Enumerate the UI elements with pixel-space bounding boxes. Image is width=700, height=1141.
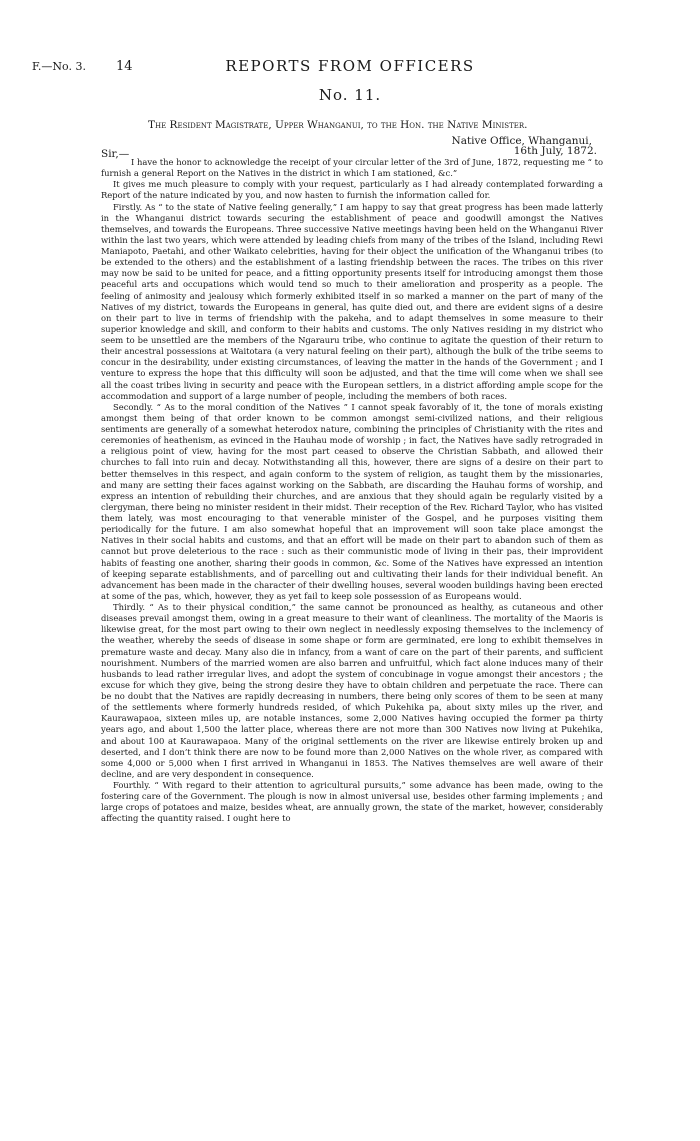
document-number: No. 11. — [318, 86, 382, 104]
paragraph: It gives me much pleasure to comply with your request, particularly as I had already contemplated forwarding a Report of the nature indicated by you, and now hasten to furnish the information called for. — [101, 179, 603, 201]
running-title: REPORTS FROM OFFICERS — [225, 57, 475, 75]
report-body — [101, 157, 603, 825]
paragraph: Secondly. “ As to the moral condition of the Natives ” I cannot speak favorably of it, the tone of morals existing amongst them being of that order known to be common amongst semi-civilized nations, and their religious sentiments are generally of a somewhat heterodox nature, combining the principles of Christianity with the rites and ceremonies of heathenism, as evinced in the Hauhau mode of worship ; in fact, the Natives have sadly retrograded in a religious point of view, having for the most part ceased to observe the Christian Sabbath, and allowed their churches to fall into ruin and decay. Notwithstanding all this, however, there are signs of a desire on their part to better themselves in this respect, and again conform to the system of religion, as taught them by the missionaries, and many are setting their faces against working on the Sabbath, are discarding the Hauhau forms of worship, and express an intention of rebuilding their churches, and are anxious that they should again be regularly visited by a clergyman, there being no minister resident in their midst. Their reception of the Rev. Richard Taylor, who has visited them lately, was most encouraging to that venerable minister of the Gospel, and he purposes visiting them periodically for the future. I am also somewhat hopeful that an improvement will soon take place amongst the Natives in their social habits and customs, and that an effort will be made on their part to abandon such of them as cannot but prove deleterious to the race : such as their communistic mode of living in their pas, their improvident habits of feasting one another, sharing their goods in common, &c. Some of the Natives have expressed an intention of keeping separate establishments, and of parcelling out and cultivating their lands for their individual benefit. An advancement has been made in the character of their dwelling houses, several wooden buildings having been erected at some of the pas, which, however, they as yet fail to keep sole possession of as Europeans would. — [101, 401, 604, 601]
date-line: 16th July, 1872. — [513, 145, 597, 157]
salutation: Sir,— — [101, 148, 130, 160]
page-number: 14 — [116, 59, 133, 74]
office-line: Native Office, Whanganui, — [451, 135, 592, 147]
paragraph: I have the honor to acknowledge the receipt of your circular letter of the 3rd of June, 1872, requesting me “ to furnish a general Report on the Natives in the district in which I am stationed, &c.” — [101, 157, 603, 179]
paragraph: Fourthly. “ With regard to their attention to agricultural pursuits,” some advance has been made, owing to the fostering care of the Government. The plough is now in almost universal use, besides other farming implements ; and large crops of potatoes and maize, besides wheat, are annually grown, the state of the market, however, considerably affecting the quantity raised. I ought here to — [101, 780, 603, 824]
paragraph: Thirdly. “ As to their physical condition,” the same cannot be pronounced as healthy, as cutaneous and other diseases prevail amongst them, owing in a great measure to their want of cleanliness. The mortality of the Maoris is likewise great, for the most part owing to their own neglect in needlessly exposing themselves to the inclemency of the weather, whereby the seeds of disease in some shape or form are germinated, ere long to exhibit themselves in premature waste and decay. Many also die in infancy, from a want of care on the part of their parents, and sufficient nourishment. Numbers of the married women are also barren and unfruitful, which fact alone induces many of their husbands to lead rather irregular lives, and adopt the system of concubinage in vogue amongst their ancestors ; the excuse for which they give, being the strong desire they have to obtain children and perpetuate the race. There can be no doubt that the Natives are rapidly decreasing in numbers, there being only scores of them to be seen at many of the settlements where formerly hundreds resided, of which Pukehika pa, about sixty miles up the river, and Kaurawapaoa, sixteen miles up, are notable instances, some 2,000 Natives having occupied the former pa thirty years ago, and about 1,500 the latter place, whereas there are not more than 300 Natives now living at Pukehika, and about 100 at Kaurawapaoa. Many of the original settlements on the river are likewise entirely broken up and deserted, and I don’t think there are now to be found more than 2,000 Natives on the whole river, as compared with some 4,000 or 5,000 when I first arrived in Whanganui in 1853. The Natives themselves are well aware of their decline, and are very despondent in consequence. — [101, 602, 603, 779]
paragraph: Firstly. As “ to the state of Native feeling generally,” I am happy to say that great progress has been made latterly in the Whanganui district towards securing the establishment of peace and goodwill amongst the Natives themselves, and towards the Europeans. Three successive Native meetings having been held on the Whanganui River within the last two years, which were attended by leading chiefs from many of the tribes of the Island, including Rewi Maniapoto, Paetahi, and other Waikato celebrities, having for their object the unification of the Whanganui tribes (to be extended to the others) and the establishment of a lasting friendship between the races. The tribes on this river may now be said to be united for peace, and a fitting opportunity presents itself for introducing amongst them those peaceful arts and occupations which would tend so much to their amelioration and prosperity as a people. The feeling of animosity and jealousy which formerly exhibited itself in so marked a manner on the part of many of the Natives of my district, towards the Europeans in general, has quite died out, and there are evident signs of a desire on their part to live in terms of friendship with the pakeha, and to adapt themselves in some measure to their superior knowledge and skill, and conform to their habits and customs. The only Natives residing in my district who seem to be unsettled are the members of the Ngarauru tribe, who continue to agitate the question of their return to their ancestral possessions at Waitotara (a very natural feeling on their part), although the bulk of the tribe seems to concur in the desirability, under existing circumstances, of leaving the matter in the hands of the Government ; and I venture to express the hope that this difficulty will soon be adjusted, and that the time will come when we shall see all the coast tribes living in security and peace with the European settlers, in a district affording ample scope for the accommodation and support of a large number of people, including the members of both races. — [101, 201, 603, 401]
document-reference: F.—No. 3. — [32, 60, 86, 73]
address-line: The Resident Magistrate, Upper Whanganui, to the Hon. the Native Minister. — [148, 119, 528, 131]
